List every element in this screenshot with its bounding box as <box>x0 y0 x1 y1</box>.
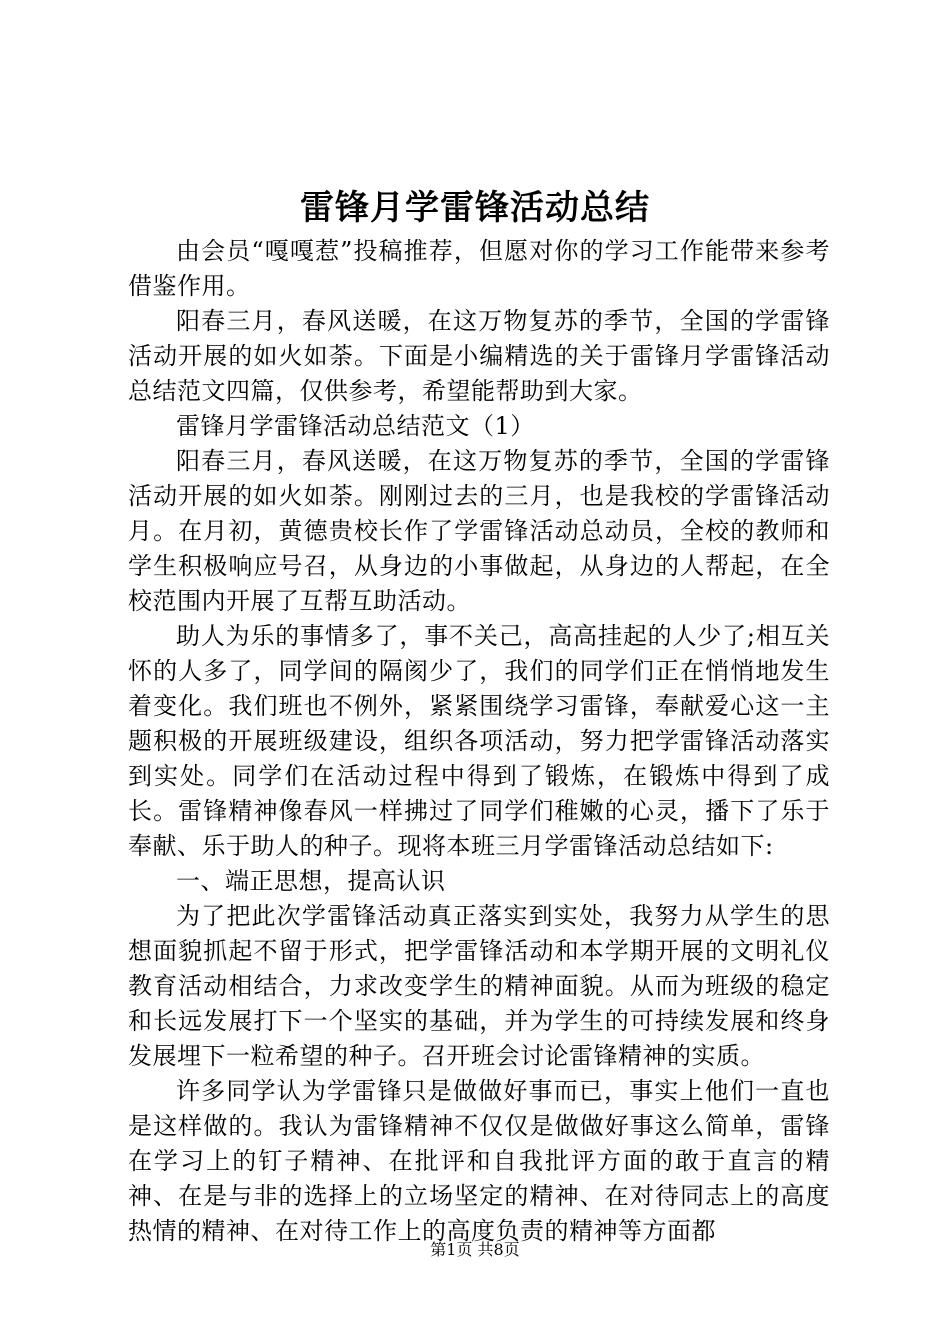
section-heading-1: 一、端正思想，提高认识 <box>176 867 446 895</box>
paragraph-intro: 阳春三月，春风送暖，在这万物复苏的季节，全国的学雷锋活动开展的如火如荼。下面是小编精选的关于雷锋月学雷锋活动总结范文四篇，仅供参考，希望能帮助到大家。 <box>128 307 830 405</box>
paragraph-lei-feng-spirit: 许多同学认为学雷锋只是做做好事而已，事实上他们一直也是这样做的。我认为雷锋精神不仅仅是做做好事这么简单，雷锋在学习上的钉子精神、在批评和自我批评方面的敢于直言的精神、在是与非的选择上的立场坚定的精神、在对待同志上的高度热情的精神、在对待工作上的高度负责的精神等方面都 <box>128 1077 830 1245</box>
document-title: 雷锋月学雷锋活动总结 <box>300 188 650 228</box>
paragraph-implementation: 为了把此次学雷锋活动真正落实到实处，我努力从学生的思想面貌抓起不留于形式，把学雷锋活动和本学期开展的文明礼仪教育活动相结合，力求改变学生的精神面貌。从而为班级的稳定和长远发展打下一个坚实的基础，并为学生的可持续发展和终身发展埋下一粒希望的种子。召开班会讨论雷锋精神的实质。 <box>128 902 830 1070</box>
section-heading-sample-1: 雷锋月学雷锋活动总结范文（1） <box>176 412 535 440</box>
paragraph-class-changes: 助人为乐的事情多了，事不关己，高高挂起的人少了;相互关怀的人多了，同学间的隔阂少了，我们的同学们正在悄悄地发生着变化。我们班也不例外，紧紧围绕学习雷锋，奉献爱心这一主题积极的开展班级建设，组织各项活动，努力把学雷锋活动落实到实处。同学们在活动过程中得到了锻炼，在锻炼中得到了成长。雷锋精神像春风一样拂过了同学们稚嫩的心灵，播下了乐于奉献、乐于助人的种子。现将本班三月学雷锋活动总结如下: <box>128 622 830 860</box>
page-number-footer: 第1页 共8页 <box>430 1240 520 1259</box>
document-body <box>128 234 830 1249</box>
paragraph-source-note: 由会员“嘎嘎惹”投稿推荐，但愿对你的学习工作能带来参考借鉴作用。 <box>128 237 830 300</box>
paragraph-sample-1-opening: 阳春三月，春风送暖，在这万物复苏的季节，全国的学雷锋活动开展的如火如荼。刚刚过去的三月，也是我校的学雷锋活动月。在月初，黄德贵校长作了学雷锋活动总动员，全校的教师和学生积极响应号召，从身边的小事做起，从身边的人帮起，在全校范围内开展了互帮互助活动。 <box>128 447 830 615</box>
